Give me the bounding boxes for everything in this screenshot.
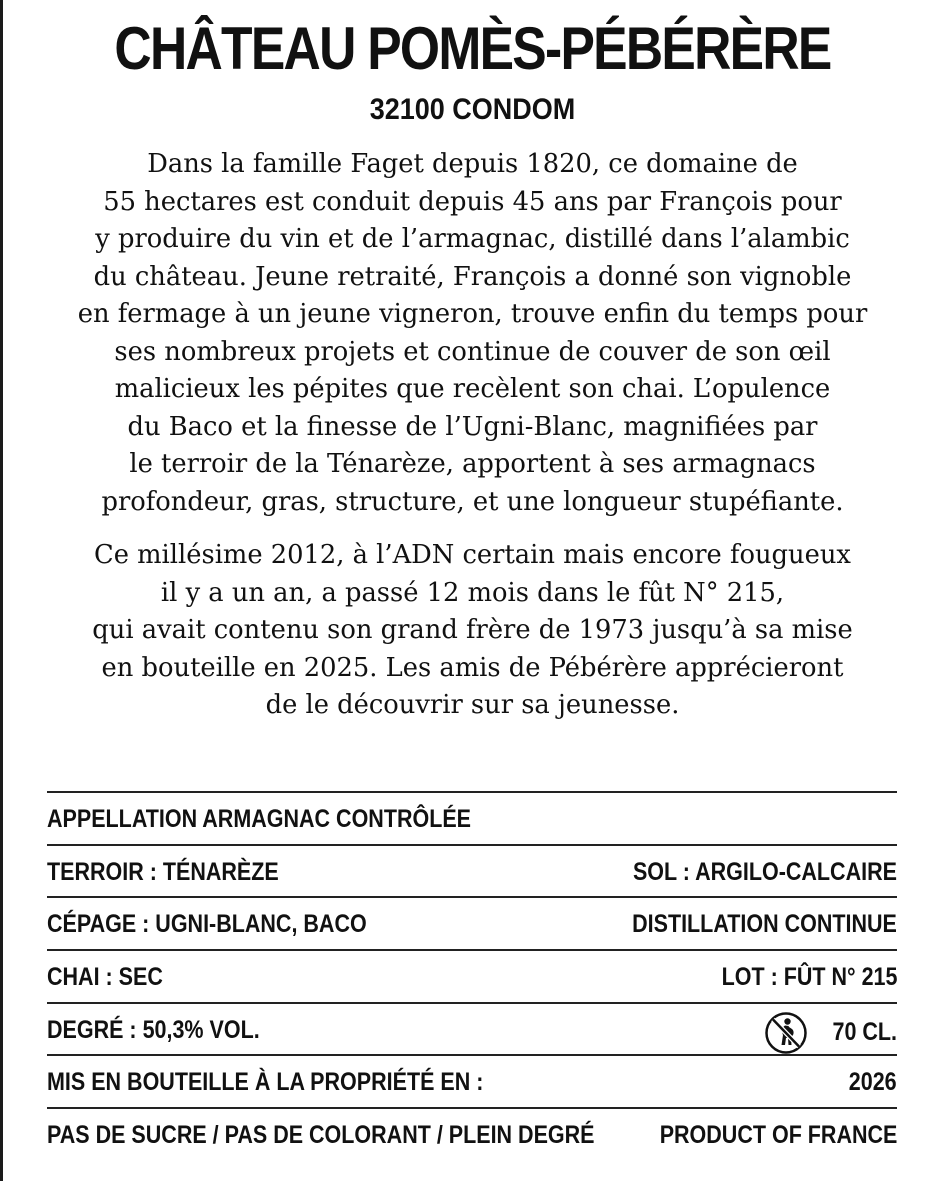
bottling-year: 2026 [849,1068,897,1097]
description-line: en fermage à un jeune vigneron, trouve enfin du temps pour [77,299,868,329]
description-line: en bouteille en 2025. Les amis de Pébérère apprécieront [101,652,844,683]
product-location: 32100 CONDOM [369,93,576,126]
description-line: le terroir de la Ténarèze, apportent à ses armagnacs [129,449,816,479]
spec-row-chai [47,949,897,1002]
description-line: malicieux les pépites que recèlent son chai. L’opulence [114,374,831,404]
description-line: ses nombreux projets et continue de couver de son œil [114,336,831,367]
description-line: Dans la famille Faget depuis 1820, ce domaine de [147,149,798,179]
description-line: il y a un an, a passé 12 mois dans le fût N° 215, [160,577,785,608]
appellation-label: APPELLATION ARMAGNAC CONTRÔLÉE [47,805,472,833]
description-line: Ce millésime 2012, à l’ADN certain mais encore fougueux [94,540,851,570]
distillation-label: DISTILLATION CONTINUE [632,910,897,939]
claims-label: PAS DE SUCRE / PAS DE COLORANT / PLEIN DEGRÉ [47,1121,595,1150]
description-line: y produire du vin et de l’armagnac, distillé dans l’alambic [95,224,850,254]
description-paragraph-1 [0,146,945,521]
origin-label: PRODUCT OF FRANCE [659,1121,897,1150]
sol-label: SOL : ARGILO-CALCAIRE [633,857,897,886]
description-line: du Baco et la finesse de l’Ugni-Blanc, magnifiées par [127,411,818,442]
lot-label: LOT : FÛT N° 215 [721,963,897,992]
cepage-label: CÉPAGE : UGNI-BLANC, BACO [47,910,367,939]
description-line: du château. Jeune retraité, François a donné son vignoble [93,261,852,292]
description-line: de le découvrir sur sa jeunesse. [265,690,680,720]
volume-label: 70 CL. [832,1018,897,1047]
degre-label: DEGRÉ : 50,3% VOL. [47,1015,260,1044]
description-line: qui avait contenu son grand frère de 1973 jusqu’à sa mise [92,615,853,645]
bottling-label: MIS EN BOUTEILLE À LA PROPRIÉTÉ EN : [47,1068,484,1097]
volume-group [764,1011,897,1055]
spec-row-cepage [47,896,897,949]
spec-row-appellation [47,791,897,844]
specs-table [47,791,897,1160]
product-title: CHÂTEAU POMÈS-PÉBÉRÈRE [114,15,831,82]
description-paragraph-2 [0,537,945,725]
terroir-label: TERROIR : TÉNARÈZE [47,857,279,886]
chai-label: CHAI : SEC [47,963,163,992]
no-pregnant-woman-icon [764,1011,808,1055]
spec-row-degre [47,1002,897,1055]
description-line: profondeur, gras, structure, et une longueur stupéfiante. [101,486,844,517]
spec-row-bottling [47,1054,897,1107]
description-line: 55 hectares est conduit depuis 45 ans par François pour [103,186,842,217]
spec-row-terroir [47,844,897,897]
spec-row-claims [47,1107,897,1160]
